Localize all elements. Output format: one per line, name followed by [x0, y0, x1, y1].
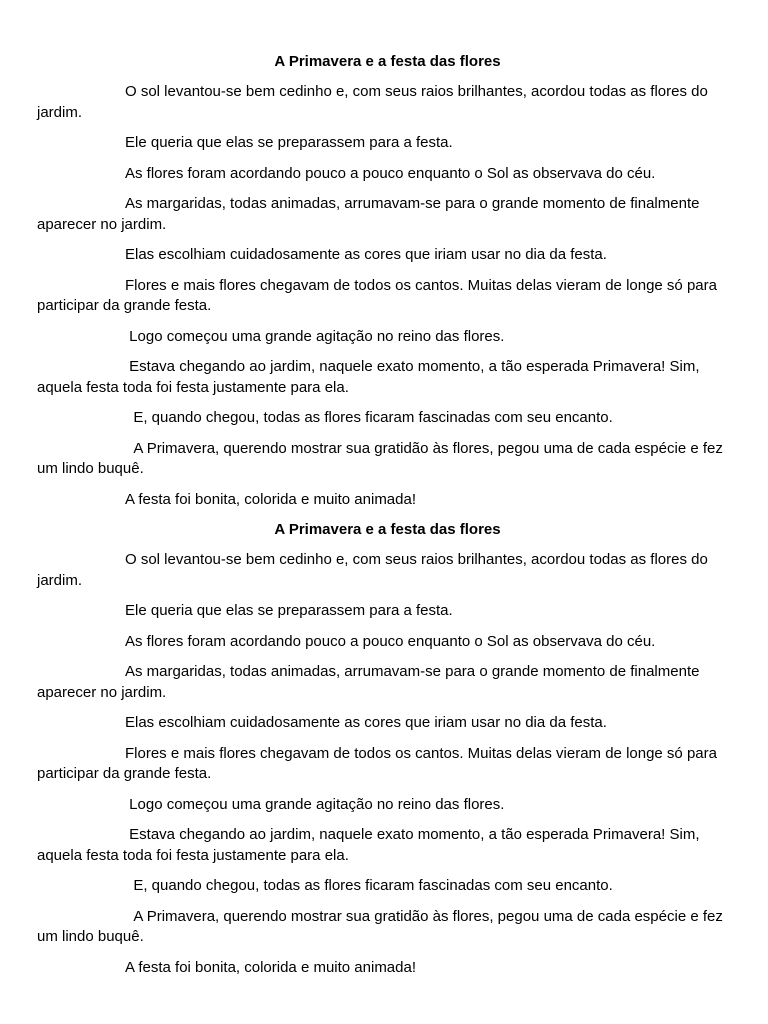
- story-paragraph: Elas escolhiam cuidadosamente as cores que iriam usar no dia da festa.: [125, 246, 607, 263]
- story-paragraph: Estava chegando ao jardim, naquele exato momento, a tão esperada Primavera! Sim, aquela festa toda foi festa justamente para ela.: [37, 826, 704, 864]
- story-paragraph: As margaridas, todas animadas, arrumavam-se para o grande momento de finalmente aparecer no jardim.: [37, 195, 704, 233]
- story-paragraph: Logo começou uma grande agitação no reino das flores.: [125, 795, 505, 813]
- story-section-1: [37, 52, 738, 510]
- story-paragraph: E, quando chegou, todas as flores ficaram fascinadas com seu encanto.: [125, 877, 613, 894]
- story-paragraph: Ele queria que elas se preparassem para a festa.: [125, 602, 453, 619]
- story-title: A Primavera e a festa das flores: [274, 53, 501, 70]
- story-paragraph: As margaridas, todas animadas, arrumavam-se para o grande momento de finalmente aparecer no jardim.: [37, 663, 704, 701]
- story-paragraph: Ele queria que elas se preparassem para a festa.: [125, 134, 453, 151]
- story-section-2: [37, 520, 738, 978]
- story-paragraph: As flores foram acordando pouco a pouco enquanto o Sol as observava do céu.: [125, 164, 656, 182]
- story-paragraph: A festa foi bonita, colorida e muito animada!: [125, 958, 417, 976]
- story-paragraph: As flores foram acordando pouco a pouco enquanto o Sol as observava do céu.: [125, 632, 656, 650]
- story-paragraph: Elas escolhiam cuidadosamente as cores que iriam usar no dia da festa.: [125, 714, 607, 731]
- story-paragraph: Estava chegando ao jardim, naquele exato momento, a tão esperada Primavera! Sim, aquela festa toda foi festa justamente para ela.: [37, 358, 704, 396]
- story-paragraph: O sol levantou-se bem cedinho e, com seus raios brilhantes, acordou todas as flores do jardim.: [37, 551, 712, 589]
- story-paragraph: Logo começou uma grande agitação no reino das flores.: [125, 327, 505, 345]
- story-paragraph: A Primavera, querendo mostrar sua gratidão às flores, pegou uma de cada espécie e fez um lindo buquê.: [37, 907, 728, 945]
- story-paragraph: Flores e mais flores chegavam de todos os cantos. Muitas delas vieram de longe só para participar da grande festa.: [37, 744, 722, 782]
- story-title: A Primavera e a festa das flores: [274, 521, 501, 538]
- story-paragraph: Flores e mais flores chegavam de todos os cantos. Muitas delas vieram de longe só para participar da grande festa.: [37, 276, 722, 314]
- story-paragraph: E, quando chegou, todas as flores ficaram fascinadas com seu encanto.: [125, 409, 613, 426]
- story-paragraph: A festa foi bonita, colorida e muito animada!: [125, 490, 417, 508]
- story-paragraph: O sol levantou-se bem cedinho e, com seus raios brilhantes, acordou todas as flores do jardim.: [37, 83, 712, 121]
- story-paragraph: A Primavera, querendo mostrar sua gratidão às flores, pegou uma de cada espécie e fez um lindo buquê.: [37, 439, 728, 477]
